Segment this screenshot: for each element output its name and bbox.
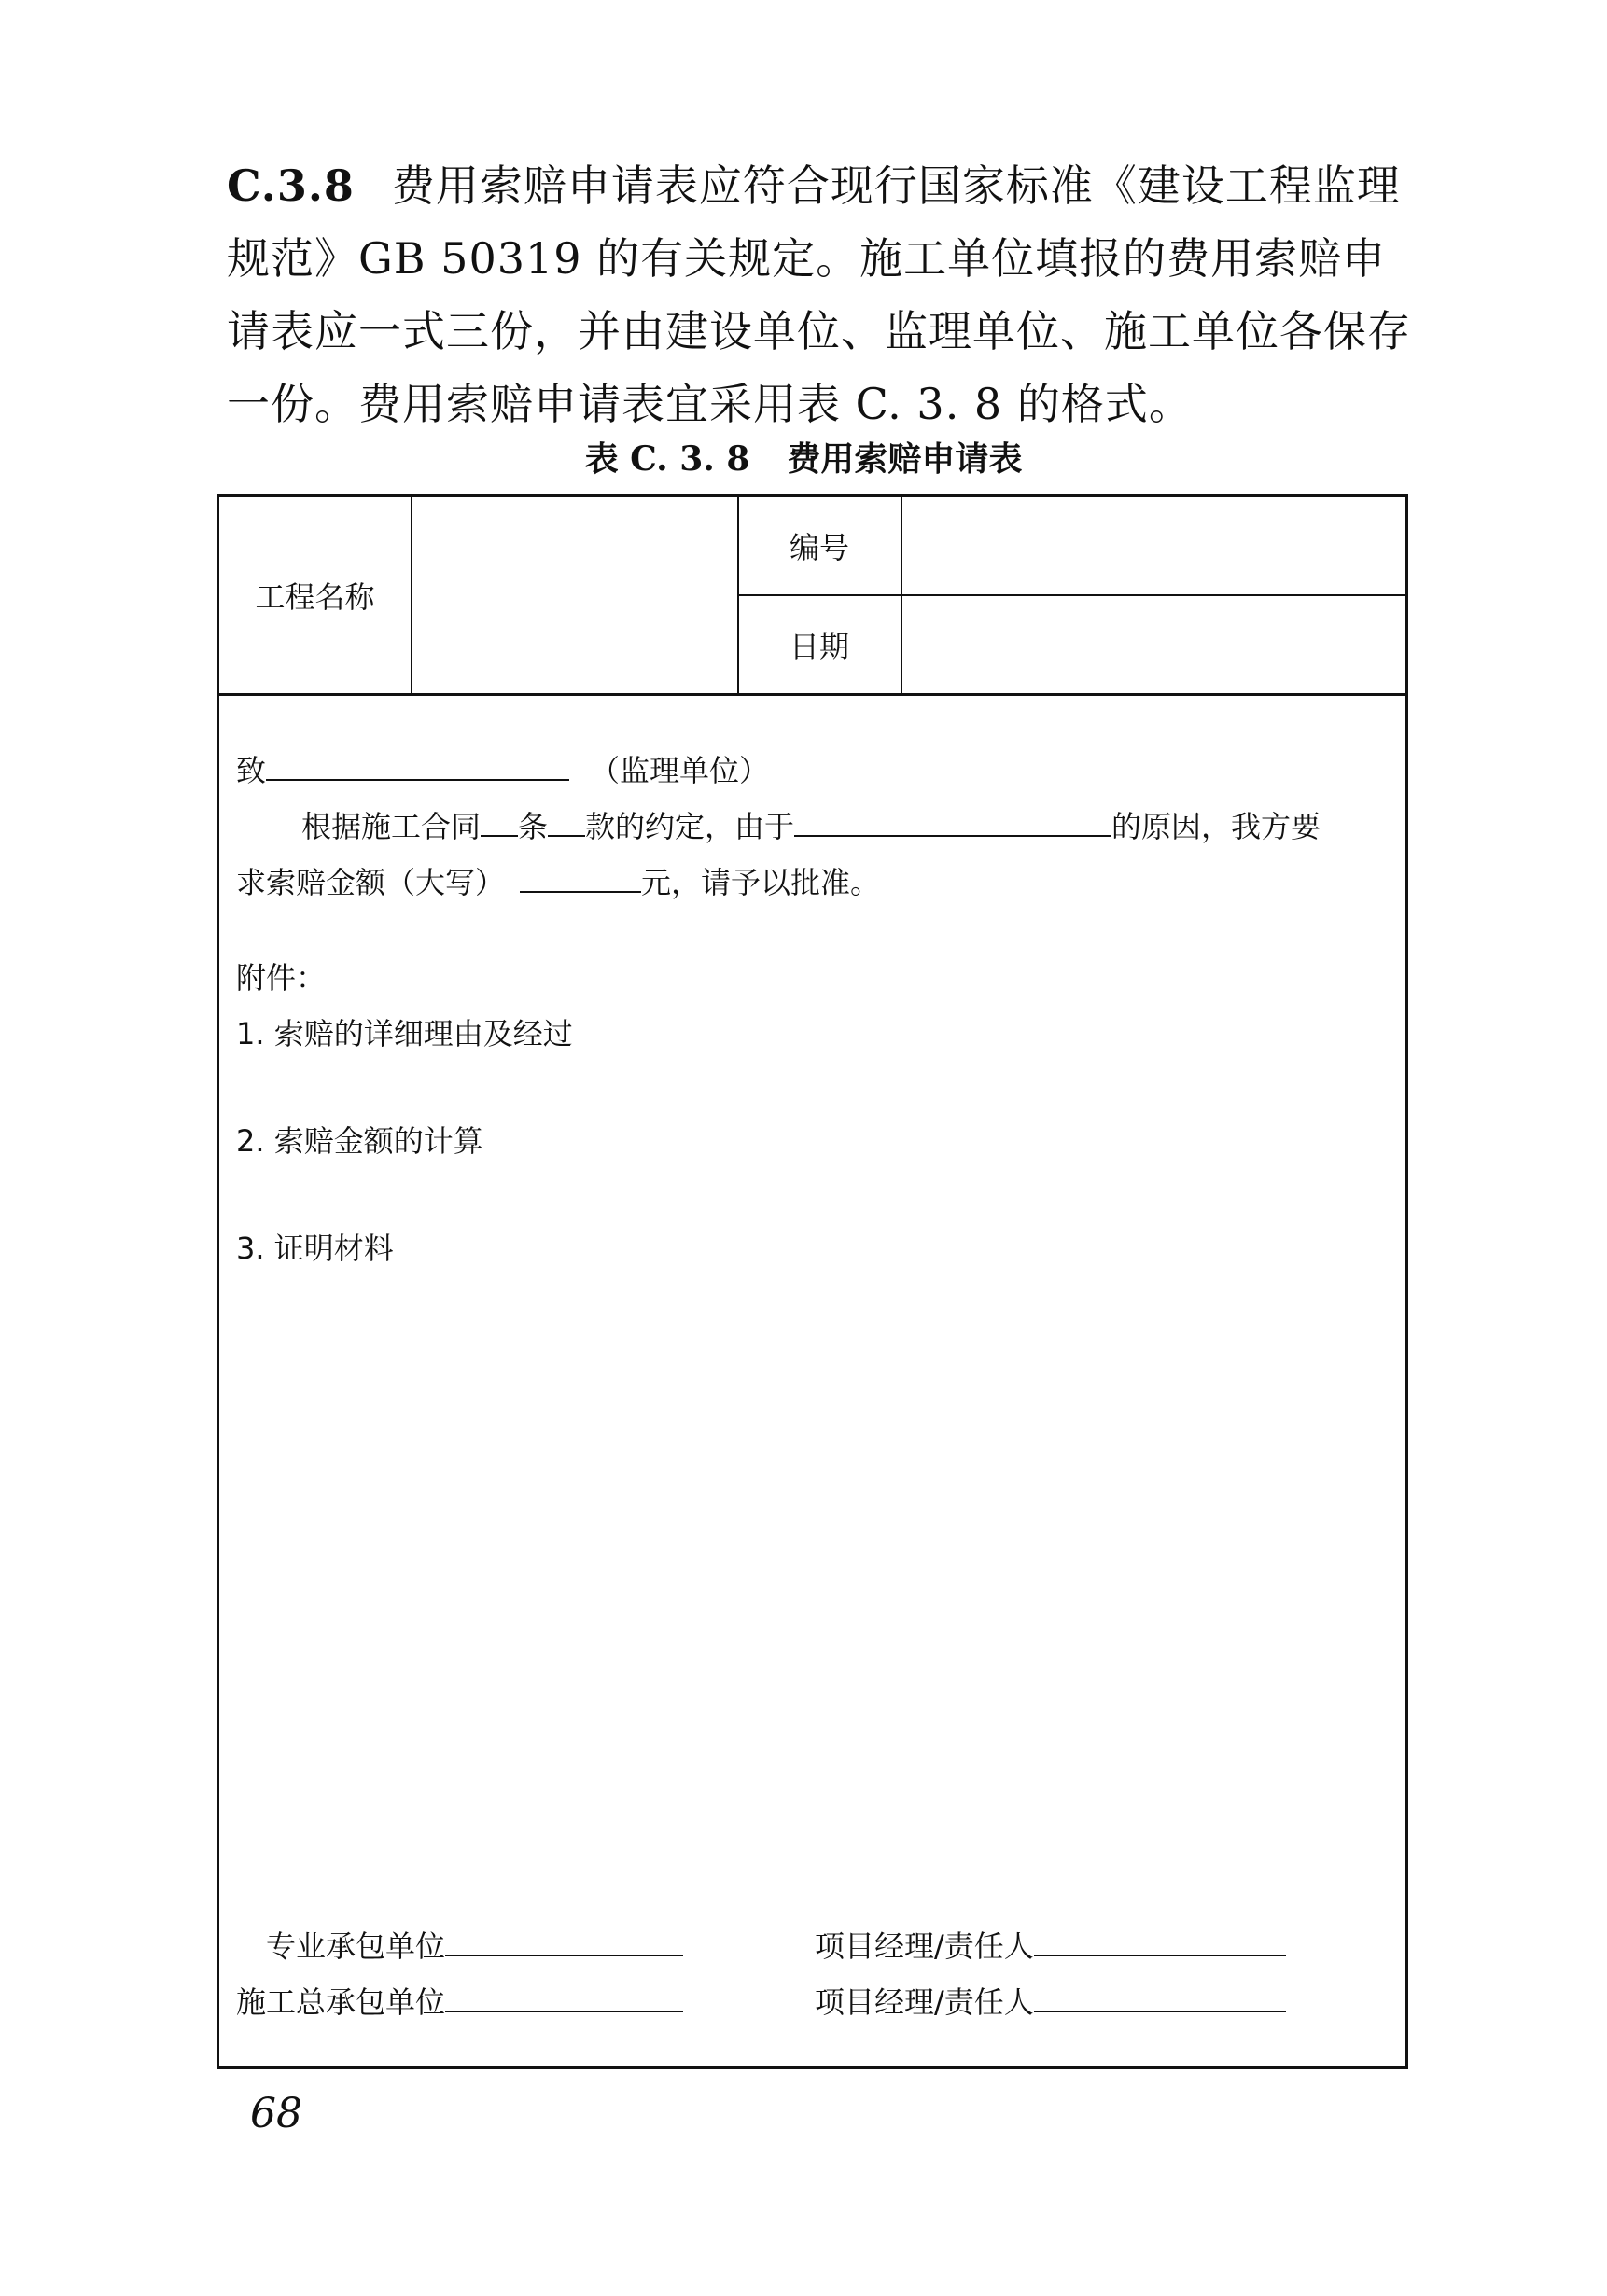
contract-text: 根据施工合同 (301, 809, 482, 844)
general-contractor-line (236, 1979, 683, 2022)
attachments-title: 附件： (236, 960, 327, 995)
reason-text: 的原因，我方要 (1111, 809, 1321, 844)
reason-line (301, 803, 1321, 846)
clause-number: C.3.8 (227, 160, 355, 211)
clause-blank[interactable] (481, 834, 518, 837)
manager-line-2 (815, 1979, 1286, 2022)
sub-contractor-blank[interactable] (445, 1954, 683, 1956)
serial-label: 编号 (789, 530, 849, 565)
general-contractor-label: 施工总承包单位 (236, 1984, 446, 2020)
amount-line (236, 859, 880, 902)
general-contractor-blank[interactable] (445, 2010, 683, 2012)
supervisor-unit-blank[interactable] (266, 778, 569, 781)
project-name-label: 工程名称 (255, 579, 375, 615)
intro-text: 费用索赔申请表应符合现行国家标准《建设工程监理规范》GB 50319 的有关规定。施工单位填报的费用索赔申请表应一式三份，并由建设单位、监理单位、施工单位各保存一份。费用索赔申请表宜采用表 C. 3. 8 的格式。 (227, 160, 1411, 429)
manager-line-1 (815, 1923, 1286, 1966)
page-number: 68 (250, 2090, 302, 2137)
sub-contractor-line (266, 1923, 683, 1966)
form-header (219, 497, 1405, 696)
amount-text: 求索赔金额（大写） (236, 865, 506, 900)
manager-label: 项目经理/责任人 (815, 1984, 1034, 2020)
approval-text: 元，请予以批准。 (641, 865, 881, 900)
attachment-item: 3. 证明材料 (236, 1231, 394, 1266)
table-caption (0, 433, 1607, 480)
to-suffix: （监理单位） (590, 753, 770, 788)
item-blank[interactable] (548, 834, 585, 837)
manager-blank[interactable] (1034, 2010, 1286, 2012)
addressee-line (236, 747, 769, 790)
clause-text: 条 (518, 809, 549, 844)
amount-blank[interactable] (520, 890, 641, 893)
to-prefix: 致 (236, 753, 267, 788)
intro-paragraph (227, 149, 1412, 440)
manager-blank[interactable] (1034, 1954, 1286, 1956)
agreement-text: 款的约定，由于 (585, 809, 795, 844)
sub-contractor-label: 专业承包单位 (266, 1928, 446, 1964)
attachment-item: 1. 索赔的详细理由及经过 (236, 1016, 573, 1051)
table-title: 费用索赔申请表 (787, 440, 1023, 479)
header-divider (411, 497, 412, 693)
date-label: 日期 (789, 629, 849, 664)
project-name-field[interactable] (413, 497, 735, 693)
attachment-item: 2. 索赔金额的计算 (236, 1123, 483, 1159)
manager-label: 项目经理/责任人 (815, 1928, 1034, 1964)
table-number: 表 C. 3. 8 (584, 439, 750, 479)
date-field[interactable] (903, 596, 1407, 693)
reason-blank[interactable] (794, 834, 1111, 837)
claim-form (217, 494, 1408, 2069)
serial-field[interactable] (903, 497, 1407, 594)
